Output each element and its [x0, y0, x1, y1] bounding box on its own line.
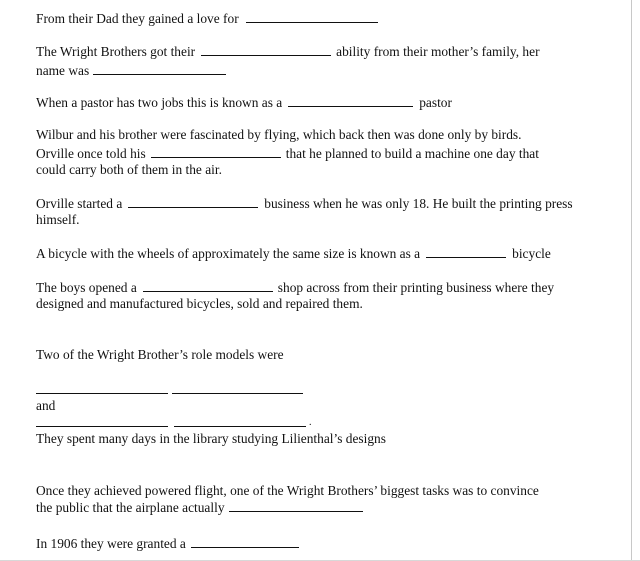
answer-blank[interactable] [201, 43, 331, 56]
question-granted [36, 535, 299, 552]
question-text: Once they achieved powered flight, one of the Wright Brothers’ biggest tasks was to convince [36, 483, 539, 498]
answer-blank[interactable] [151, 145, 281, 158]
question-text: shop across from their printing business where they [277, 280, 555, 295]
question-text: business when he was only 18. He built the printing press [264, 196, 573, 211]
question-powered-flight-line2 [36, 499, 363, 516]
answer-blank[interactable] [36, 393, 168, 394]
question-printing-line2 [36, 212, 80, 228]
question-flying-line2 [36, 145, 539, 162]
question-text: When a pastor has two jobs this is known as a [36, 95, 283, 110]
question-role-models [36, 347, 284, 363]
answer-blank[interactable] [229, 499, 363, 512]
question-flying-line1 [36, 127, 522, 143]
question-text: Wilbur and his brother were fascinated by flying, which back then was done only by birds. [36, 127, 522, 142]
question-text: Orville once told his [36, 146, 146, 161]
question-text: pastor [419, 95, 452, 110]
question-text: himself. [36, 212, 80, 227]
question-text: Two of the Wright Brother’s role models were [36, 347, 284, 362]
question-library [36, 431, 386, 447]
question-text: A bicycle with the wheels of approximately the same size is known as a [36, 246, 421, 261]
question-pastor [36, 94, 452, 111]
answer-blank[interactable] [191, 535, 299, 548]
answer-blank[interactable] [128, 195, 258, 208]
answer-blank[interactable] [143, 279, 273, 292]
page-right-border [631, 0, 632, 561]
question-text: From their Dad they gained a love for [36, 11, 239, 26]
question-text: designed and manufactured bicycles, sold and repaired them. [36, 296, 363, 311]
question-flying-line3 [36, 162, 222, 178]
period-mark: . [309, 417, 312, 428]
answer-blank[interactable] [426, 245, 506, 258]
question-text: The Wright Brothers got their [36, 44, 196, 59]
question-shop-line1 [36, 279, 554, 296]
question-dad-love [36, 10, 378, 27]
question-mother-family-line2 [36, 62, 226, 79]
question-text: ability from their mother’s family, her [336, 44, 540, 59]
question-powered-flight-line1 [36, 483, 539, 499]
question-text: the public that the airplane actually [36, 500, 225, 515]
answer-blank[interactable] [174, 426, 306, 427]
question-text: name was [36, 63, 90, 78]
answer-blank[interactable] [93, 62, 226, 75]
question-mother-family-line1 [36, 43, 540, 60]
question-shop-line2 [36, 296, 363, 312]
question-printing-line1 [36, 195, 573, 212]
question-text: could carry both of them in the air. [36, 162, 222, 177]
question-text: Orville started a [36, 196, 123, 211]
question-text: In 1906 they were granted a [36, 536, 186, 551]
question-bicycle-type [36, 245, 551, 262]
role-models-and [36, 398, 55, 414]
question-text: They spent many days in the library studying Lilienthal’s designs [36, 431, 386, 446]
question-text: that he planned to build a machine one day that [285, 146, 539, 161]
answer-blank[interactable] [288, 94, 413, 107]
question-text: bicycle [512, 246, 551, 261]
and-label: and [36, 398, 56, 413]
answer-blank[interactable] [172, 393, 303, 394]
answer-blank[interactable] [36, 426, 168, 427]
answer-blank[interactable] [246, 10, 378, 23]
question-text: The boys opened a [36, 280, 137, 295]
